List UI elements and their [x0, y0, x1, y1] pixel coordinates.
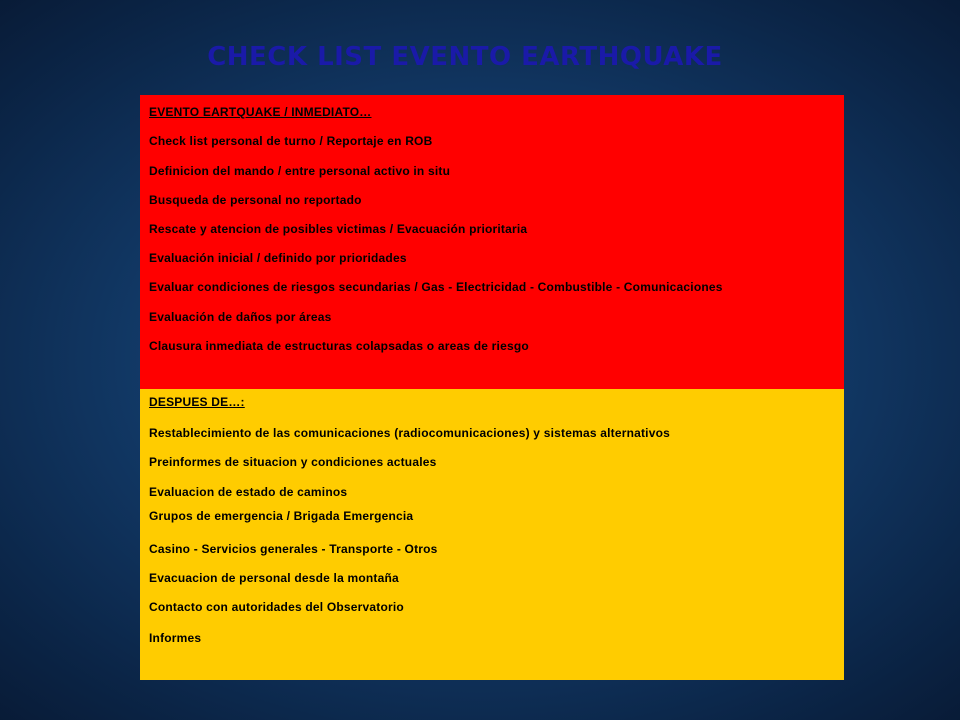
- list-item: Restablecimiento de las comunicaciones (radiocomunicaciones) y sistemas alternativos: [149, 426, 670, 440]
- list-item: Busqueda de personal no reportado: [149, 193, 362, 207]
- list-item: Contacto con autoridades del Observatorio: [149, 600, 404, 614]
- list-item: Preinformes de situacion y condiciones actuales: [149, 455, 437, 469]
- immediate-heading: EVENTO EARTQUAKE / INMEDIATO…: [149, 105, 372, 119]
- list-item: Clausura inmediata de estructuras colapsadas o areas de riesgo: [149, 339, 529, 353]
- list-item: Definicion del mando / entre personal activo in situ: [149, 164, 451, 178]
- list-item: Check list personal de turno / Reportaje en ROB: [149, 134, 433, 148]
- list-item: Casino - Servicios generales - Transporte - Otros: [149, 542, 438, 556]
- list-item: Grupos de emergencia / Brigada Emergencia: [149, 509, 414, 523]
- after-checklist-panel: [140, 389, 844, 680]
- list-item: Evaluación de daños por áreas: [149, 310, 332, 324]
- page-title: CHECK LIST EVENTO EARTHQUAKE: [207, 42, 723, 72]
- after-heading: DESPUES DE…:: [149, 395, 245, 409]
- list-item: Evaluación inicial / definido por prioridades: [149, 251, 407, 265]
- list-item: Rescate y atencion de posibles victimas / Evacuación prioritaria: [149, 222, 528, 236]
- list-item: Evaluacion de estado de caminos: [149, 485, 348, 499]
- list-item: Informes: [149, 631, 202, 645]
- list-item: Evaluar condiciones de riesgos secundarias / Gas - Electricidad - Combustible - Comunicaciones: [149, 280, 723, 294]
- list-item: Evacuacion de personal desde la montaña: [149, 571, 399, 585]
- immediate-checklist-panel: [140, 95, 844, 389]
